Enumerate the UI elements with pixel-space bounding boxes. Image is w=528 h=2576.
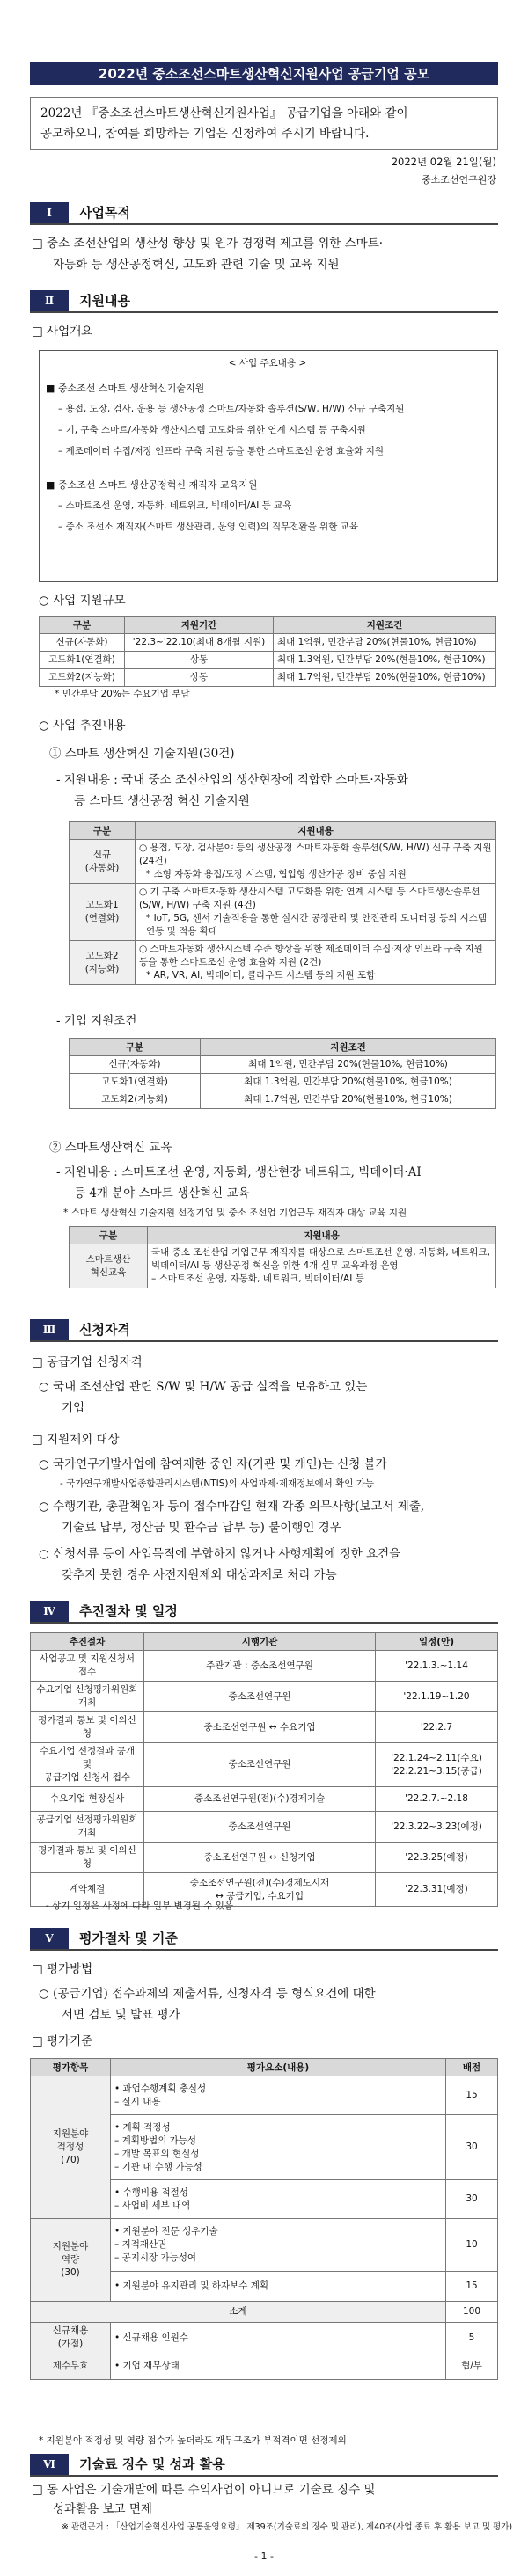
table-cell: 제수무효 (31, 2353, 111, 2380)
table-header: 추진절차 (31, 1633, 144, 1651)
table-header: 평가요소(내용) (111, 2059, 446, 2076)
table-cell-line: – 스마트조선 운영, 자동화, 네트워크, 빅데이터/AI 등 (151, 1273, 364, 1284)
table-cell: 사업공고 및 지원신청서 접수 (31, 1651, 144, 1682)
table-cell: 15 (446, 2076, 498, 2115)
table-cell: 중소조선연구원 (144, 1743, 376, 1787)
table-row (31, 1712, 498, 1743)
table-cell-line: ○ 기 구축 스마트자동화 생산시스템 고도화를 위한 연계 시스템 등 스마트생산솔루션(S/W, H/W) 구축 지원 (4건) (139, 887, 480, 910)
table-header: 시행기관 (144, 1633, 376, 1651)
evaluation-note: * 지원분야 적정성 및 역량 점수가 높더라도 재무구조가 부적격이면 선정제외 (39, 2435, 347, 2446)
exclusion-line-2a: ○ 수행기관, 총괄책임자 등이 접수마감일 현재 각종 의무사항(보고서 제출, (39, 1500, 425, 1514)
table-cell: 고도화2(지능화) (40, 669, 125, 687)
table-cell: 최대 1.7억원, 민간부담 20%(현물10%, 현금10%) (274, 669, 496, 687)
table-cell-line: ○ 스마트자동화 생산시스템 수준 향상을 위한 제조데이터 수집·저장 인프라 구축 지원 등을 통한 스마트조선 운영 효율화 지원 (2건) (139, 944, 483, 967)
table-header: 지원기간 (125, 617, 274, 634)
table-row (40, 634, 496, 652)
royalty-reference (62, 2521, 512, 2534)
box-line-1: ■ 중소조선 스마트 생산혁신기술지원 (46, 383, 205, 394)
section-number: Ⅴ (30, 1928, 69, 1949)
eligibility-heading: □ 공급기업 신청자격 (32, 1355, 143, 1369)
tech-desc-line-1: - 지원내용 : 국내 중소 조선산업의 생산현장에 적합한 스마트·자동화 (56, 773, 408, 787)
section-header-evaluation (30, 1928, 498, 1951)
table-header: 구분 (40, 617, 125, 634)
intro-line-1: 2022년 『중소조선스마트생산혁신지원사업』 공급기업을 아래와 같이 (40, 106, 408, 120)
table-cell: '22.3.25(예정) (376, 1843, 498, 1873)
section-header-purpose (30, 202, 498, 225)
detail-heading: ○ 사업 추진내용 (39, 719, 126, 733)
table-cell: 스마트생산 혁신교육 (70, 1244, 148, 1288)
table-cell: 최대 1억원, 민간부담 20%(현물10%, 현금10%) (201, 1056, 496, 1074)
table-cell: 신규채용 (가점) (31, 2323, 111, 2353)
issuing-organization: 중소조선연구원장 (421, 174, 496, 186)
table-cell: '22.3.22~3.23(예정) (376, 1812, 498, 1843)
table-cell: '22.2.7.~2.18 (376, 1787, 498, 1812)
section-number: Ⅲ (30, 1319, 69, 1340)
box-line-2: – 용접, 도장, 검사, 운용 등 생산공정 스마트/자동화 솔루션(S/W, H/W) 신규 구축지원 (58, 404, 405, 414)
table-cell: 신규 (자동화) (70, 840, 136, 884)
table-cell: 수요기업 신청평가위원회 개최 (31, 1682, 144, 1712)
table-cell: 최대 1억원, 민간부담 20%(현물10%, 현금10%) (274, 634, 496, 652)
table-cell: 30 (446, 2180, 498, 2219)
box-line-5: ■ 중소조선 스마트 생산공정혁신 재직자 교육지원 (46, 479, 258, 491)
exclusion-note: - 국가연구개발사업종합관리시스템(NTIS)의 사업과제·제재정보에서 확인 가능 (60, 1478, 374, 1489)
table-cell: 평가결과 통보 및 이의신청 (31, 1843, 144, 1873)
table-row (70, 840, 496, 884)
table-cell (136, 840, 496, 884)
table-row (31, 2076, 498, 2115)
table-cell: 중소조선연구원 ↔ 수요기업 (144, 1712, 376, 1743)
edu-desc-line-2: 등 4개 분야 스마트 생산혁신 교육 (74, 1186, 250, 1200)
education-heading: ② 스마트생산혁신 교육 (49, 1141, 172, 1155)
table-cell: 고도화2(지능화) (70, 1091, 201, 1109)
table-cell: • 지원분야 전문 성우기술 – 지적재산권 – 공지시장 가능성여 (111, 2219, 446, 2272)
table-row (31, 2323, 498, 2353)
table-cell-line: * AR, VR, AI, 빅데이터, 클라우드 시스템 등의 지원 포함 (146, 970, 376, 981)
tech-support-heading: ① 스마트 생산혁신 기술지원(30건) (49, 747, 235, 761)
table-header: 일정(안) (376, 1633, 498, 1651)
purpose-line-2: 자동화 등 생산공정혁신, 고도화 관련 기술 및 교육 지원 (53, 258, 340, 272)
table-row (70, 1244, 496, 1288)
table-header: 지원내용 (148, 1227, 496, 1244)
exclusion-heading: □ 지원제외 대상 (32, 1433, 120, 1447)
table-row (40, 652, 496, 669)
support-condition-heading: - 기업 지원조건 (56, 1014, 137, 1028)
evaluation-criteria-heading: □ 평가기준 (32, 2034, 93, 2048)
table-cell: 10 (446, 2219, 498, 2272)
table-cell (136, 884, 496, 941)
table-cell: 주관기관 : 중소조선연구원 (144, 1651, 376, 1682)
table-header: 구분 (70, 1227, 148, 1244)
section-number: Ⅵ (30, 2454, 69, 2475)
section-number: Ⅱ (30, 290, 69, 311)
table-cell: '22.3~'22.10(최대 8개월 지원) (125, 634, 274, 652)
table-header: 구분 (70, 822, 136, 840)
table-cell: 30 (446, 2115, 498, 2180)
table-cell: • 수행비용 적절성 – 사업비 세부 내역 (111, 2180, 446, 2219)
table-cell: • 기업 재무상태 (111, 2353, 446, 2380)
table-header: 지원조건 (201, 1039, 496, 1056)
page-title: 2022년 중소조선스마트생산혁신지원사업 공급기업 공모 (30, 62, 498, 85)
table-cell: 공급기업 선정평가위원회 개최 (31, 1812, 144, 1843)
overview-heading: □ 사업개요 (32, 325, 93, 339)
table-cell: '22.1.3.~1.14 (376, 1651, 498, 1682)
section-header-support (30, 290, 498, 313)
table-row (70, 1074, 496, 1091)
table-cell: 중소조선연구원 ↔ 신청기업 (144, 1843, 376, 1873)
table-cell: 지원분야 역량 (30) (31, 2219, 111, 2302)
table-cell: '22.1.19~1.20 (376, 1682, 498, 1712)
intro-text (40, 104, 489, 144)
table-cell: • 지원분야 유지관리 및 하자보수 계획 (111, 2272, 446, 2302)
section-label: 평가절차 및 기준 (79, 1930, 178, 1946)
table-cell: 신규(자동화) (70, 1056, 201, 1074)
evaluation-table (30, 2058, 498, 2380)
table-row (31, 2353, 498, 2380)
table-cell: • 과업수행계획 충실성 – 실시 내용 (111, 2076, 446, 2115)
table-row (70, 941, 496, 985)
table-cell-line: * 소형 자동화 용접/도장 시스템, 협업형 생산가공 장비 중심 지원 (146, 869, 407, 879)
table-cell: '22.2.7 (376, 1712, 498, 1743)
tech-desc-line-2: 등 스마트 생산공정 혁신 기술지원 (74, 794, 250, 808)
table-row (70, 884, 496, 941)
intro-line-2: 공모하오니, 참여를 희망하는 기업은 신청하여 주시기 바랍니다. (40, 127, 370, 141)
section-label: 신청자격 (79, 1322, 130, 1338)
table-cell: 협/부 (446, 2353, 498, 2380)
section-number: Ⅳ (30, 1601, 69, 1622)
section-number: Ⅰ (30, 202, 69, 223)
evaluation-method-line-2: 서면 검토 및 발표 평가 (62, 2008, 180, 2022)
evaluation-method-heading: □ 평가방법 (32, 1962, 93, 1976)
table-cell: '22.3.31(예정) (376, 1873, 498, 1907)
table-cell: 상동 (125, 652, 274, 669)
table-cell: • 계획 적정성 – 계획방법의 가능성 – 개발 목표의 현실성 – 기관 내 수행 가능성 (111, 2115, 446, 2180)
table-header: 구분 (70, 1039, 201, 1056)
royalty-reference-line-1: ※ 관련근거 : 「산업기술혁신사업 공통운영요령」 제39조(기술료의 징수 및 관리), (62, 2522, 363, 2532)
scale-note: * 민간부담 20%는 수요기업 부담 (55, 689, 190, 699)
scale-heading: ○ 사업 지원규모 (39, 594, 126, 608)
exclusion-line-1: ○ 국가연구개발사업에 참여제한 중인 자(기관 및 개인)는 신청 불가 (39, 1457, 387, 1471)
table-row (31, 2219, 498, 2272)
exclusion-line-3a: ○ 신청서류 등이 사업목적에 부합하지 않거나 사행계획에 정한 요건을 (39, 1547, 401, 1561)
table-row (31, 1651, 498, 1682)
table-cell: 지원분야 적정성 (70) (31, 2076, 111, 2219)
box-line-7: – 중소 조선소 재직자(스마트 생산관리, 운영 인력)의 직무전환을 위한 교육 (58, 522, 358, 532)
table-header: 지원조건 (274, 617, 496, 634)
table-cell: 평가결과 통보 및 이의신청 (31, 1712, 144, 1743)
section-label: 추진절차 및 일정 (79, 1603, 178, 1619)
support-condition-table (69, 1038, 496, 1109)
table-cell: 계약체결 (31, 1873, 144, 1907)
evaluation-method-line-1: ○ (공급기업) 접수과제의 제출서류, 신청자격 등 형식요건에 대한 (39, 1987, 376, 2001)
section-label: 기술료 징수 및 성과 활용 (79, 2456, 225, 2472)
table-cell: 수요기업 현장실사 (31, 1787, 144, 1812)
table-header: 지원내용 (136, 822, 496, 840)
table-header: 평가항목 (31, 2059, 111, 2076)
table-row (70, 1091, 496, 1109)
table-cell: 고도화2 (지능화) (70, 941, 136, 985)
eligibility-line-2: 기업 (62, 1401, 85, 1415)
table-cell: 중소조선연구원 (144, 1812, 376, 1843)
eligibility-line-1: ○ 국내 조선산업 관련 S/W 및 H/W 공급 실적을 보유하고 있는 (39, 1380, 368, 1394)
table-cell: 신규(자동화) (40, 634, 125, 652)
table-cell: • 신규채용 인원수 (111, 2323, 446, 2353)
box-line-6: – 스마트조선 운영, 자동화, 네트워크, 빅데이터/AI 등 교육 (58, 500, 292, 511)
main-content-box-title: < 사업 주요내용 > (228, 358, 307, 369)
edu-desc-line-1: - 지원내용 : 스마트조선 운영, 자동화, 생산현장 네트워크, 빅데이터·AI (56, 1165, 422, 1179)
royalty-line-1: □ 동 사업은 기술개발에 따른 수익사업이 아니므로 기술료 징수 및 (32, 2483, 376, 2497)
table-row (70, 1056, 496, 1074)
table-cell (136, 941, 496, 985)
scale-table (39, 616, 496, 687)
royalty-reference-line-2: 제40조(사업 종료 후 활용 보고 및 평가) (366, 2522, 513, 2532)
table-cell: 고도화1(연결화) (70, 1074, 201, 1091)
box-line-3: – 기, 구축 스마트/자동화 생산시스템 고도화를 위한 연계 시스템 등 구축지원 (58, 425, 366, 435)
table-cell (148, 1244, 496, 1288)
section-label: 지원내용 (79, 293, 130, 309)
table-cell-line: ○ 용접, 도장, 검사분야 등의 생산공정 스마트자동화 솔루션(S/W, H/W) 신규 구축 지원 (24건) (139, 843, 492, 866)
table-cell: '22.1.24~2.11(수요) '22.2.21~3.15(공급) (376, 1743, 498, 1787)
education-table (69, 1226, 496, 1288)
table-cell: 중소조선연구원 (144, 1682, 376, 1712)
table-cell: 최대 1.3억원, 민간부담 20%(현물10%, 현금10%) (201, 1074, 496, 1091)
table-row (31, 1787, 498, 1812)
box-line-4: – 제조데이터 수집/저장 인프라 구축 지원 등을 통한 스마트조선 운영 효율화 지원 (58, 446, 385, 456)
table-cell-line: 국내 중소 조선산업 기업근무 재직자를 대상으로 스마트조선 운영, 자동화, 네트워크, 빅데이터/AI 등 생산공정 혁신을 위한 4개 실무 교육과정 운영 (151, 1247, 490, 1271)
table-row (31, 1812, 498, 1843)
schedule-note: - 상기 일정은 사정에 따라 일부 변경될 수 있음 (46, 1901, 234, 1911)
section-header-schedule (30, 1601, 498, 1624)
purpose-line-1: □ 중소 조선산업의 생산성 향상 및 원가 경쟁력 제고를 위한 스마트· (32, 237, 384, 251)
section-label: 사업목적 (79, 205, 130, 221)
table-cell: 소계 (31, 2302, 446, 2323)
exclusion-line-2b: 기술료 납부, 정산금 및 환수금 납부 등) 불이행인 경우 (62, 1521, 341, 1535)
table-cell-line: * IoT, 5G, 센서 기술적용을 통한 실시간 공정관리 및 안전관리 모니터링 등의 시스템 연동 및 적용 확대 (146, 913, 488, 937)
table-cell: 5 (446, 2323, 498, 2353)
table-header: 배점 (446, 2059, 498, 2076)
section-header-eligibility (30, 1319, 498, 1342)
table-row (40, 669, 496, 687)
table-row (31, 1743, 498, 1787)
table-cell: 상동 (125, 669, 274, 687)
table-cell: 중소조선연구원(전)(수)경제기술 (144, 1787, 376, 1812)
page-number: - 1 - (254, 2550, 274, 2562)
table-cell: 수요기업 선정결과 공개 및 공급기업 신청서 접수 (31, 1743, 144, 1787)
edu-note: * 스마트 생산혁신 기술지원 선정기업 및 중소 조선업 기업근무 재직자 대상 교육 지원 (63, 1208, 407, 1218)
section-header-royalty (30, 2454, 498, 2477)
table-row (31, 1843, 498, 1873)
table-cell: 최대 1.7억원, 민간부담 20%(현물10%, 현금10%) (201, 1091, 496, 1109)
table-row (31, 2302, 498, 2323)
table-cell: 고도화1 (연결화) (70, 884, 136, 941)
table-cell: 15 (446, 2272, 498, 2302)
announcement-date: 2022년 02월 21일(월) (391, 156, 496, 168)
exclusion-line-3b: 갖추지 못한 경우 사전지원제외 대상과제로 처리 가능 (62, 1568, 337, 1582)
table-cell: 최대 1.3억원, 민간부담 20%(현물10%, 현금10%) (274, 652, 496, 669)
schedule-table (30, 1632, 498, 1907)
table-cell: 고도화1(연결화) (40, 652, 125, 669)
table-cell: 중소조선연구원(전)(수)경제도시재 ↔ 공급기업, 수요기업 (144, 1873, 376, 1907)
royalty-line-2: 성과활용 보고 면제 (53, 2502, 152, 2516)
table-cell: 100 (446, 2302, 498, 2323)
tech-support-table (69, 821, 496, 985)
table-row (31, 1682, 498, 1712)
